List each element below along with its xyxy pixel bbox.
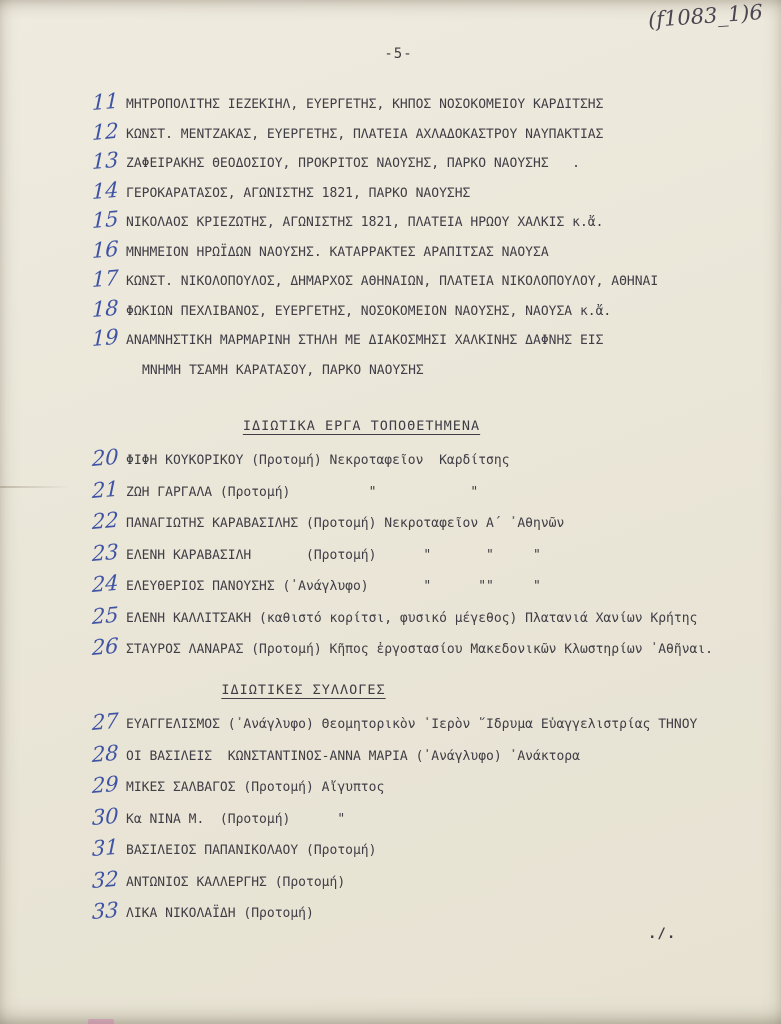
item-number-handwritten: 13 bbox=[91, 147, 119, 175]
item-text bbox=[126, 574, 541, 597]
item-number-handwritten: 16 bbox=[91, 236, 119, 263]
handwritten-reference: (f1083_1)6 bbox=[647, 0, 764, 32]
item-text-line1: ΠΑΝΑΓΙΩΤΗΣ ΚΑΡΑΒΑΣΙΛΗΣ (Προτομή) Νεκροταφεῖον Α´ ᾽Αθηνῶν bbox=[126, 516, 565, 531]
list-item bbox=[0, 633, 781, 669]
list-item bbox=[0, 570, 781, 606]
item-text bbox=[126, 744, 580, 767]
item-number-handwritten: 31 bbox=[91, 834, 119, 862]
item-text-line1: ΣΤΑΥΡΟΣ ΛΑΝΑΡΑΣ (Προτομή) Κῆπος ἐργοστασίου Μακεδονικῶν Κλωστηρίων ᾽Αθῆναι. bbox=[126, 642, 713, 657]
item-text-line1: ΕΛΕΥΘΕΡΙΟΣ ΠΑΝΟΥΣΗΣ (᾽Ανάγλυφο) " "" " bbox=[126, 579, 541, 594]
item-text bbox=[126, 901, 314, 924]
list-item bbox=[0, 444, 781, 480]
item-text bbox=[126, 299, 611, 322]
item-number-handwritten: 23 bbox=[91, 539, 119, 566]
item-text-line1: ΒΑΣΙΛΕΙΟΣ ΠΑΠΑΝΙΚΟΛΑΟΥ (Προτομή) bbox=[126, 843, 377, 858]
pink-edge-mark bbox=[88, 1019, 114, 1024]
item-text bbox=[126, 269, 658, 292]
item-text bbox=[126, 151, 580, 174]
item-number-handwritten: 30 bbox=[91, 803, 119, 830]
private-collections-list bbox=[0, 708, 781, 933]
item-text bbox=[126, 480, 478, 503]
list-item bbox=[0, 476, 781, 512]
item-text-line1: ΟΙ ΒΑΣΙΛΕΙΣ ΚΩΝΣΤΑΝΤΙΝΟΣ-ΑΝΝΑ ΜΑΡΙΑ (᾽Ανάγλυφο) ᾽Ανάκτορα bbox=[126, 748, 580, 764]
item-text bbox=[126, 181, 470, 204]
list-item bbox=[0, 236, 781, 270]
item-text bbox=[126, 838, 376, 861]
item-number-handwritten: 22 bbox=[91, 507, 119, 535]
item-number-handwritten: 17 bbox=[91, 265, 119, 293]
item-text bbox=[126, 606, 697, 629]
item-number-handwritten: 20 bbox=[91, 444, 119, 472]
list-item bbox=[0, 206, 781, 240]
end-of-page-mark: ./. bbox=[648, 926, 677, 942]
item-text-line1: ΓΕΡΟΚΑΡΑΤΑΣΟΣ, ΑΓΩΝΙΣΤΗΣ 1821, ΠΑΡΚΟ ΝΑΟΥΣΗΣ bbox=[126, 185, 471, 201]
item-number-handwritten: 28 bbox=[91, 740, 119, 767]
item-number-handwritten: 33 bbox=[91, 897, 119, 925]
list-item bbox=[0, 866, 781, 902]
item-text-line1: ΖΩΗ ΓΑΡΓΑΛΑ (Προτομή) " " bbox=[126, 484, 479, 500]
item-number-handwritten: 15 bbox=[91, 206, 119, 234]
item-text bbox=[126, 328, 603, 381]
list-item bbox=[0, 602, 781, 638]
item-number-handwritten: 27 bbox=[91, 708, 119, 736]
list-item bbox=[0, 740, 781, 776]
list-item bbox=[0, 295, 781, 329]
item-number-handwritten: 25 bbox=[91, 602, 119, 629]
section-heading-private-works: ΙΔΙΩΤΙΚΑ ΕΡΓΑ ΤΟΠΟΘΕΤΗΜΕΝΑ bbox=[242, 418, 481, 434]
item-text-line1: ΜΙΚΕΣ ΣΑΛΒΑΓΟΣ (Προτομή) Αἴγυπτος bbox=[126, 780, 385, 795]
item-number-handwritten: 26 bbox=[91, 633, 119, 661]
item-number-handwritten: 32 bbox=[91, 866, 119, 893]
list-item bbox=[0, 834, 781, 870]
item-text-line1: ΦΙΦΗ ΚΟΥΚΟΡΙΚΟΥ (Προτομή) Νεκροταφεῖον Καρδίτσης bbox=[126, 453, 510, 468]
item-text-line1: ΛΙΚΑ ΝΙΚΟΛΑΪΔΗ (Προτομή) bbox=[126, 906, 314, 921]
item-text-line1: ΚΩΝΣΤ. ΝΙΚΟΛΟΠΟΥΛΟΣ, ΔΗΜΑΡΧΟΣ ΑΘΗΝΑΙΩΝ, ΠΛΑΤΕΙΑ ΝΙΚΟΛΟΠΟΥΛΟΥ, ΑΘΗΝΑΙ bbox=[126, 274, 659, 289]
item-text-line2: ΜΝΗΜΗ ΤΣΑΜΗ ΚΑΡΑΤΑΣΟΥ, ΠΑΡΚΟ ΝΑΟΥΣΗΣ bbox=[142, 363, 424, 378]
list-item bbox=[0, 177, 781, 211]
item-text bbox=[126, 210, 603, 233]
item-text bbox=[126, 870, 345, 893]
item-text bbox=[126, 448, 510, 471]
item-text bbox=[126, 712, 697, 735]
list-item bbox=[0, 265, 781, 299]
item-text bbox=[126, 122, 603, 145]
item-text-line1: Κα ΝΙΝΑ Μ. (Προτομή) " bbox=[126, 811, 346, 827]
item-text bbox=[126, 240, 549, 263]
list-item bbox=[0, 771, 781, 807]
item-number-handwritten: 18 bbox=[91, 295, 119, 322]
item-number-handwritten: 14 bbox=[91, 177, 119, 204]
item-text-line1: ΚΩΝΣΤ. ΜΕΝΤΖΑΚΑΣ, ΕΥΕΡΓΕΤΗΣ, ΠΛΑΤΕΙΑ ΑΧΛΑΔΟΚΑΣΤΡΟΥ ΝΑΥΠΑΚΤΙΑΣ bbox=[126, 126, 604, 142]
item-text-line1: ΑΝΑΜΝΗΣΤΙΚΗ ΜΑΡΜΑΡΙΝΗ ΣΤΗΛΗ ΜΕ ΔΙΑΚΟΣΜΗΣΙ ΧΑΛΚΙΝΗΣ ΔΑΦΝΗΣ ΕΙΣ bbox=[126, 333, 604, 348]
monuments-list bbox=[0, 88, 781, 381]
list-item bbox=[0, 708, 781, 744]
section-heading-private-collections: ΙΔΙΩΤΙΚΕΣ ΣΥΛΛΟΓΕΣ bbox=[221, 682, 386, 698]
item-text-line1: ΕΥΑΓΓΕΛΙΣΜΟΣ (᾽Ανάγλυφο) Θεομητορικὸν ῾Ιερὸν ῞Ιδρυμα Εὐαγγελιστρίας ΤΗΝΟΥ bbox=[126, 717, 698, 732]
item-number-handwritten: 19 bbox=[91, 324, 119, 352]
item-number-handwritten: 24 bbox=[91, 570, 119, 598]
item-text-line1: ΝΙΚΟΛΑΟΣ ΚΡΙΕΖΩΤΗΣ, ΑΓΩΝΙΣΤΗΣ 1821, ΠΛΑΤΕΙΑ ΗΡΩΟΥ ΧΑΛΚΙΣ κ.ἄ. bbox=[126, 215, 604, 230]
private-works-list bbox=[0, 444, 781, 669]
list-item bbox=[0, 507, 781, 543]
item-text bbox=[126, 637, 713, 660]
item-number-handwritten: 12 bbox=[91, 118, 119, 145]
item-text bbox=[126, 807, 345, 830]
item-text-line1: ΕΛΕΝΗ ΚΑΡΑΒΑΣΙΛΗ (Προτομή) " " " bbox=[126, 547, 541, 563]
item-text-line1: ΦΩΚΙΩΝ ΠΕΧΛΙΒΑΝΟΣ, ΕΥΕΡΓΕΤΗΣ, ΝΟΣΟΚΟΜΕΙΟΝ ΝΑΟΥΣΗΣ, ΝΑΟΥΣΑ κ.ἄ. bbox=[126, 303, 612, 319]
list-item bbox=[0, 803, 781, 839]
item-number-handwritten: 21 bbox=[91, 476, 119, 503]
item-text bbox=[126, 775, 384, 798]
list-item bbox=[0, 324, 781, 381]
list-item bbox=[0, 88, 781, 122]
list-item bbox=[0, 118, 781, 152]
item-number-handwritten: 11 bbox=[91, 88, 119, 116]
item-number-handwritten: 29 bbox=[91, 771, 119, 799]
item-text-line1: ΖΑΦΕΙΡΑΚΗΣ ΘΕΟΔΟΣΙΟΥ, ΠΡΟΚΡΙΤΟΣ ΝΑΟΥΣΗΣ, ΠΑΡΚΟ ΝΑΟΥΣΗΣ . bbox=[126, 156, 580, 171]
item-text bbox=[126, 543, 541, 566]
item-text-line1: ΑΝΤΩΝΙΟΣ ΚΑΛΛΕΡΓΗΣ (Προτομή) bbox=[126, 874, 346, 890]
item-text-line1: ΕΛΕΝΗ ΚΑΛΛΙΤΣΑΚΗ (καθιστό κορίτσι, φυσικό μέγεθος) Πλατανιά Χανίων Κρήτης bbox=[126, 610, 698, 626]
item-text-line1: ΜΝΗΜΕΙΟΝ ΗΡΩΪΔΩΝ ΝΑΟΥΣΗΣ. ΚΑΤΑΡΡΑΚΤΕΣ ΑΡΑΠΙΤΣΑΣ ΝΑΟΥΣΑ bbox=[126, 244, 549, 260]
page-number: -5- bbox=[384, 46, 413, 62]
list-item bbox=[0, 147, 781, 181]
item-text-line1: ΜΗΤΡΟΠΟΛΙΤΗΣ ΙΕΖΕΚΙΗΛ, ΕΥΕΡΓΕΤΗΣ, ΚΗΠΟΣ ΝΟΣΟΚΟΜΕΙΟΥ ΚΑΡΔΙΤΣΗΣ bbox=[126, 97, 604, 112]
item-text bbox=[126, 92, 603, 115]
item-text bbox=[126, 511, 564, 534]
list-item bbox=[0, 539, 781, 575]
